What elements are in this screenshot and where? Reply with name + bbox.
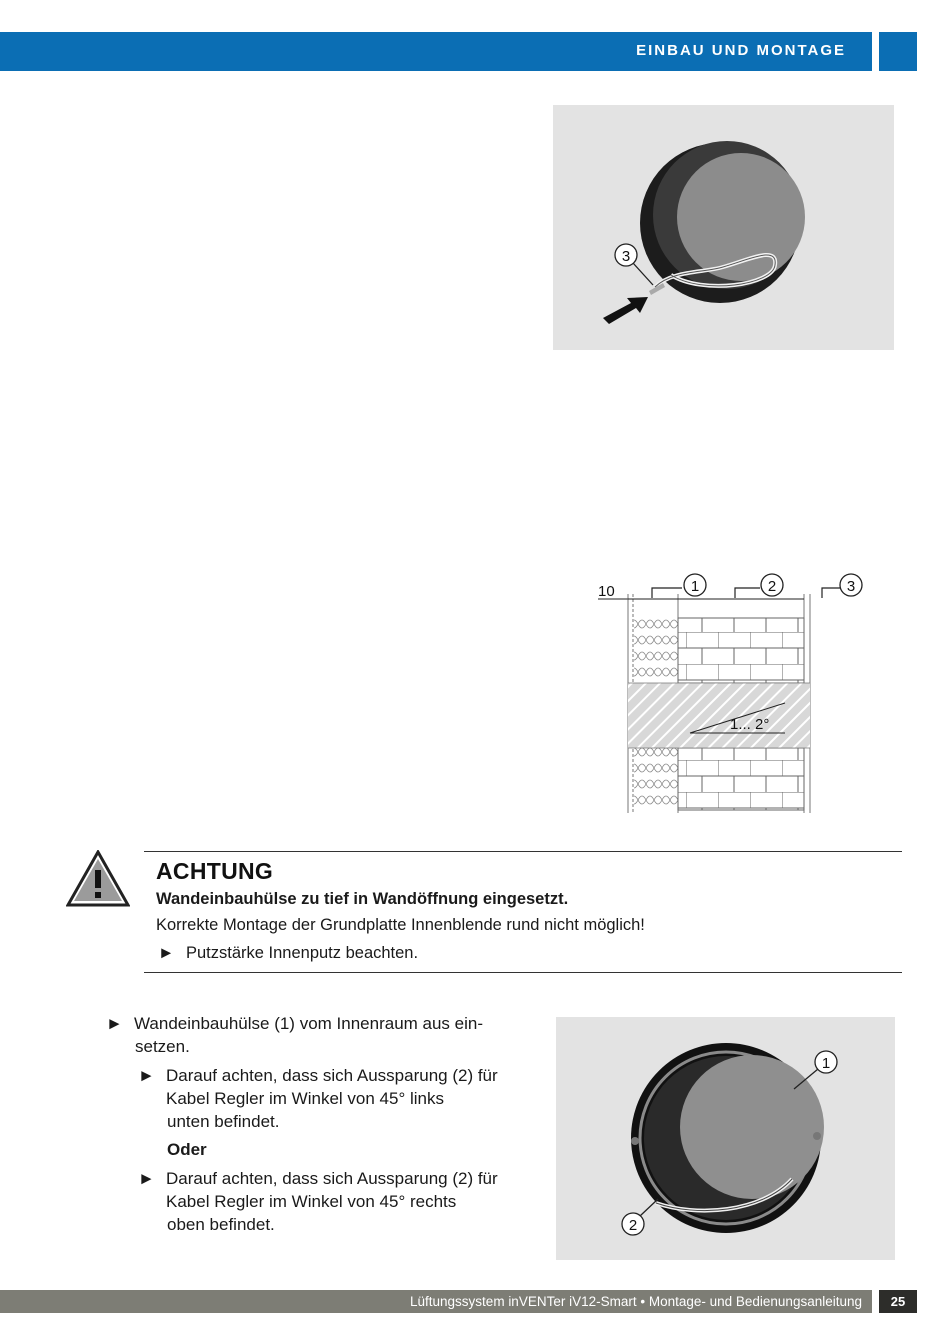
angle-label: 1... 2° [730,716,770,733]
step-main-line1: ► Wandeinbauhülse (1) vom Innenraum aus ein- [106,1014,484,1033]
warning-subtitle: Wandeinbauhülse zu tief in Wandöffnung eingesetzt. [156,890,569,908]
footer-bar [0,1290,872,1313]
warning-box [144,851,902,973]
warning-bullet-text: Putzstärke Innenputz beachten. [186,944,419,962]
substep-1-line3: unten befindet. [167,1112,280,1131]
callout-3: 3 [846,578,856,595]
header-bar [0,32,872,71]
warning-text: Korrekte Montage der Grundplatte Innenblende rund nicht möglich! [156,916,645,934]
header-tab [879,32,917,71]
warning-bullet [158,944,418,963]
dimension-label: 10 [598,583,615,600]
figure-wall-section [590,568,880,818]
bullet-marker: ► [158,944,175,962]
footer-text: Lüftungssystem inVENTer iV12-Smart • Montage- und Bedienungsanleitung [410,1294,862,1309]
section-title: EINBAU UND MONTAGE [636,42,846,59]
callout-1: 1 [821,1055,831,1072]
callout-3: 3 [621,248,631,265]
step-main-line2: setzen. [135,1037,190,1056]
or-label: Oder [167,1140,207,1159]
callout-2: 2 [628,1217,638,1234]
substep-1-line2: Kabel Regler im Winkel von 45° links [166,1089,444,1108]
warning-triangle-icon [66,850,130,913]
substep-1-line1: ► Darauf achten, dass sich Aussparung (2) für [138,1066,498,1085]
figure-sleeve-front [556,1017,895,1260]
page-number: 25 [879,1290,917,1313]
warning-title: ACHTUNG [156,858,274,884]
callout-1: 1 [690,578,700,595]
substep-2-line1: ► Darauf achten, dass sich Aussparung (2) für [138,1169,498,1188]
substep-2-line2: Kabel Regler im Winkel von 45° rechts [166,1192,457,1211]
callout-2: 2 [767,578,777,595]
figure-sleeve-cable [553,105,894,350]
substep-2-line3: oben befindet. [167,1215,275,1234]
